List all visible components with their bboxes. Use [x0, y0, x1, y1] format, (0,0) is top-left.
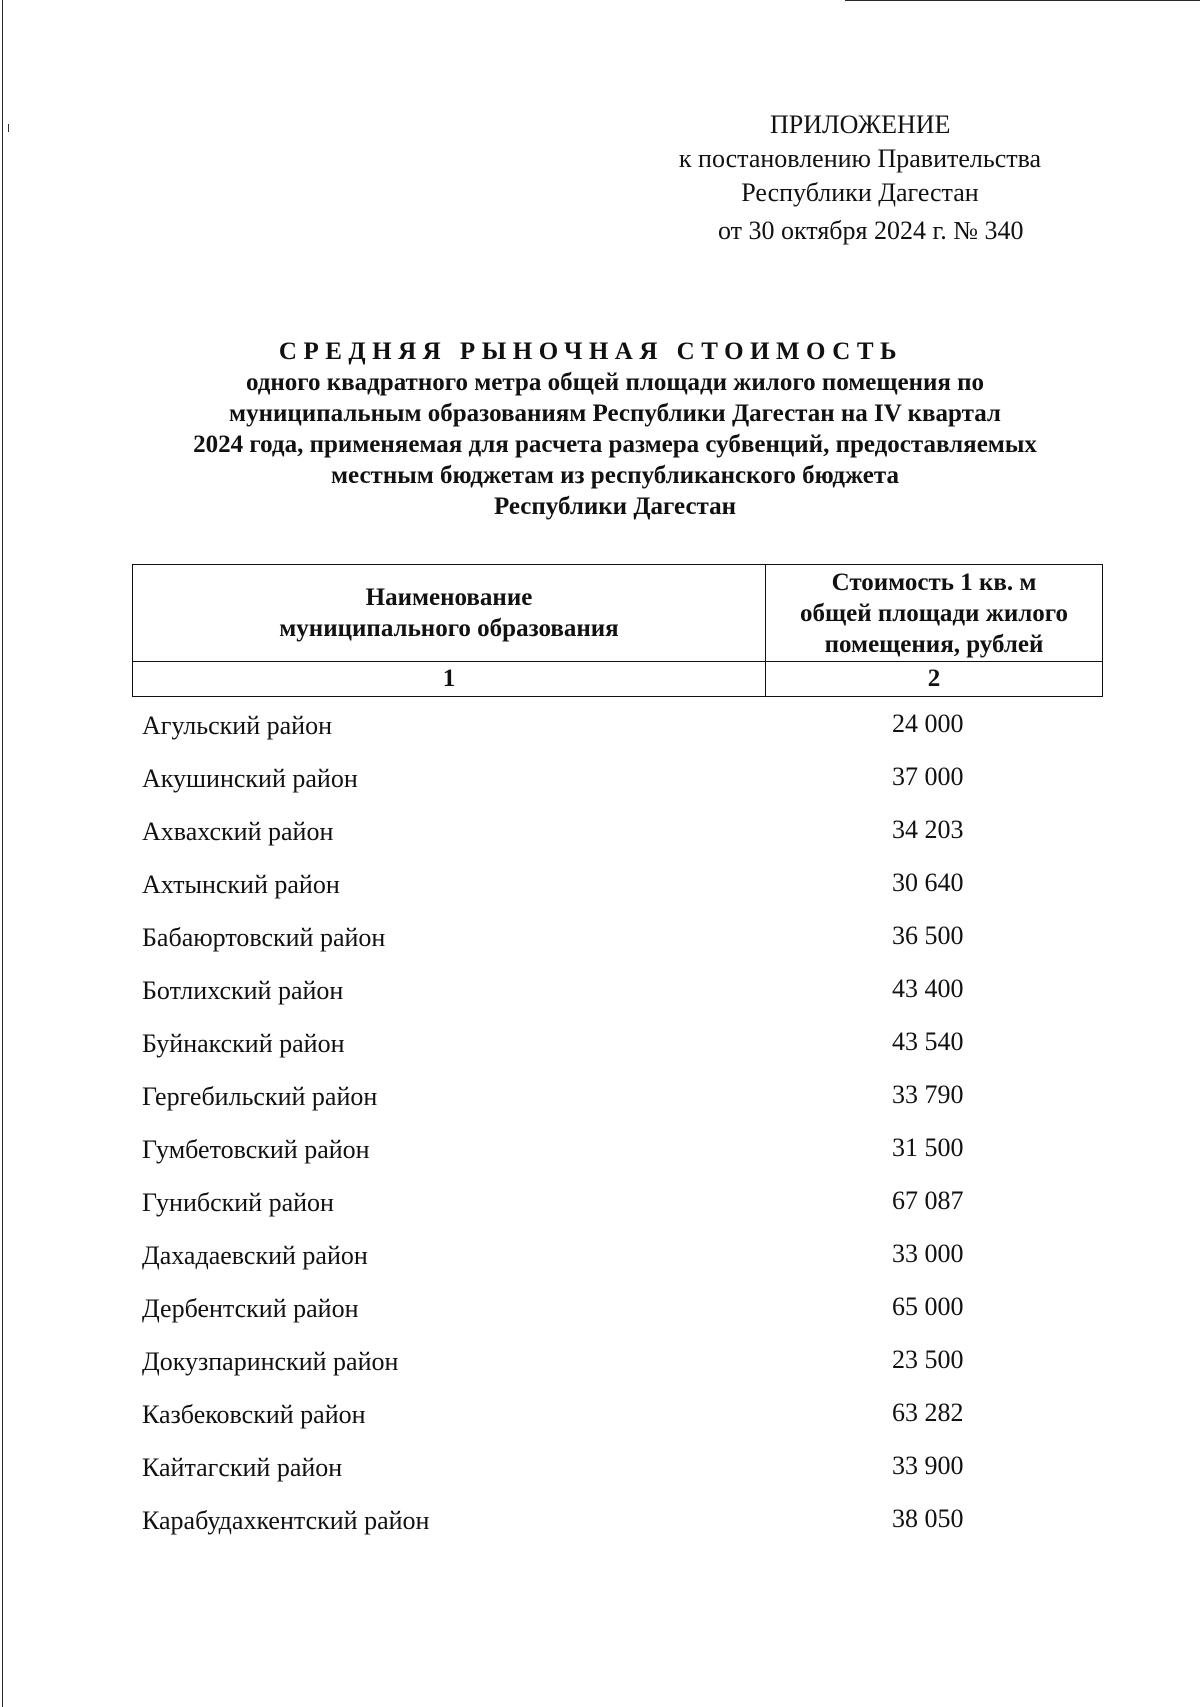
appendix-resolution: к постановлению Правительства	[678, 144, 1042, 173]
appendix-republic: Республики Дагестан	[741, 178, 979, 207]
municipality-name: Карабудахкентский район	[142, 1506, 430, 1535]
column-header-line: Наименование	[365, 584, 533, 611]
table-row	[132, 815, 1100, 868]
municipality-name: Дербентский район	[142, 1294, 359, 1323]
table-row	[132, 1451, 1100, 1504]
title-line: муниципальным образованиям Республики Дагестан на IV квартал	[229, 400, 1001, 427]
column-header-line: Стоимость 1 кв. м	[831, 568, 1037, 596]
table-row	[132, 762, 1100, 815]
municipality-name: Акушинский район	[142, 764, 358, 793]
cost-value: 23 500	[892, 1345, 964, 1374]
column-header-name	[133, 565, 766, 662]
table-row	[132, 1186, 1100, 1239]
cost-value: 67 087	[892, 1186, 964, 1215]
table-row	[132, 1080, 1100, 1133]
table-header	[132, 564, 1103, 697]
municipality-name: Гергебильский район	[142, 1082, 378, 1111]
appendix-date-number: от 30 октября 2024 г. № 340	[718, 216, 1024, 245]
table-row	[132, 1345, 1100, 1398]
title-heading: СРЕДНЯЯ РЫНОЧНАЯ СТОИМОСТЬ	[278, 338, 904, 365]
appendix-block	[640, 108, 1080, 248]
cost-value: 37 000	[892, 762, 964, 791]
title-line: местным бюджетам из республиканского бюджета	[331, 462, 899, 489]
table-row	[132, 1133, 1100, 1186]
cost-value: 24 000	[892, 709, 964, 738]
title-line: Республики Дагестан	[493, 493, 737, 520]
table-row	[132, 1504, 1100, 1557]
cost-value: 43 400	[892, 974, 964, 1003]
table-row	[132, 1292, 1100, 1345]
municipality-name: Ахтынский район	[142, 870, 340, 899]
cost-value: 38 050	[892, 1504, 964, 1533]
municipality-name: Ботлихский район	[142, 976, 344, 1005]
municipality-name: Бабаюртовский район	[142, 923, 386, 952]
table-row	[132, 1398, 1100, 1451]
municipality-name: Казбековский район	[142, 1400, 366, 1429]
column-number-1: 1	[133, 662, 766, 697]
table-row	[132, 974, 1100, 1027]
cost-value: 43 540	[892, 1027, 964, 1056]
cost-value: 65 000	[892, 1292, 964, 1321]
column-number-2: 2	[766, 662, 1103, 697]
scan-mark	[8, 124, 9, 132]
municipality-name: Дахадаевский район	[142, 1241, 368, 1270]
municipality-name: Ахвахский район	[142, 817, 334, 846]
cost-value: 31 500	[892, 1133, 964, 1162]
municipality-name: Докузпаринский район	[142, 1347, 399, 1376]
cost-value: 33 000	[892, 1239, 964, 1268]
table-row	[132, 1027, 1100, 1080]
scan-border-left	[2, 0, 3, 1707]
cost-value: 63 282	[892, 1398, 964, 1427]
municipality-name: Гумбетовский район	[142, 1135, 370, 1164]
column-header-cost	[766, 565, 1103, 662]
table-row	[132, 921, 1100, 974]
title-line: 2024 года, применяемая для расчета размера субвенций, предоставляемых	[193, 431, 1037, 458]
municipality-name: Агульский район	[142, 711, 332, 740]
table-row	[132, 1239, 1100, 1292]
municipality-name: Гунибский район	[142, 1188, 334, 1217]
cost-value: 36 500	[892, 921, 964, 950]
cost-value: 34 203	[892, 815, 964, 844]
appendix-title: ПРИЛОЖЕНИЕ	[770, 110, 951, 139]
column-header-line: муниципального образования	[279, 615, 619, 642]
cost-value: 30 640	[892, 868, 964, 897]
municipality-name: Кайтагский район	[142, 1453, 343, 1482]
table-row	[132, 709, 1100, 762]
cost-value: 33 900	[892, 1451, 964, 1480]
title-line: одного квадратного метра общей площади жилого помещения по	[245, 369, 985, 396]
column-header-line: помещения, рублей	[824, 630, 1044, 658]
document-title	[125, 336, 1105, 522]
municipality-name: Буйнакский район	[142, 1029, 345, 1058]
scan-border-top	[845, 0, 1200, 1]
table-row	[132, 868, 1100, 921]
table-body	[132, 709, 1100, 1557]
cost-value: 33 790	[892, 1080, 964, 1109]
column-header-line: общей площади жилого	[800, 599, 1068, 627]
